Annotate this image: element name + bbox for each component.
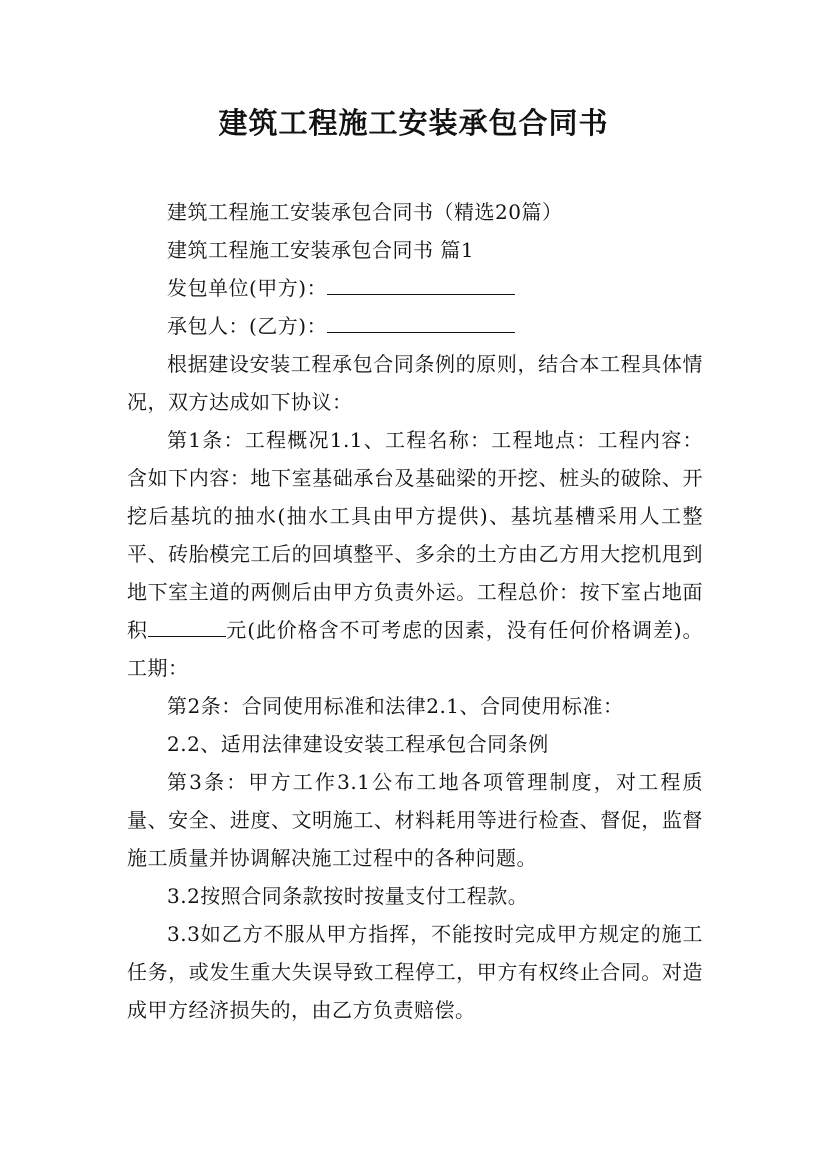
document-body [127, 193, 703, 1029]
price-blank [148, 614, 226, 637]
paragraph-preamble: 根据建设安装工程承包合同条例的原则，结合本工程具体情况，双方达成如下协议： [127, 352, 703, 414]
paragraph-collection-title: 建筑工程施工安装承包合同书（精选20篇） [167, 200, 563, 224]
paragraph-article-2-2: 2.2、适用法律建设安装工程承包合同条例 [167, 732, 549, 756]
paragraph-article-3-3: 3.3如乙方不服从甲方指挥，不能按时完成甲方规定的施工任务，或发生重大失误导致工程停工，甲方有权终止合同。对造成甲方经济损失的，由乙方负责赔偿。 [127, 922, 703, 1022]
document-title: 建筑工程施工安装承包合同书 [218, 106, 609, 140]
party-a-blank [327, 272, 515, 295]
paragraph-article-3-2: 3.2按照合同条款按时按量支付工程款。 [167, 884, 529, 908]
paragraph-article-2: 第2条：合同使用标准和法律2.1、合同使用标准： [167, 694, 624, 718]
paragraph-party-b [127, 307, 703, 345]
party-b-blank [327, 310, 515, 333]
article-1-text-continued: 元(此价格含不可考虑的因素，没有任何价格调差)。工期： [127, 618, 704, 680]
party-b-label: 承包人：(乙方)： [167, 314, 328, 338]
party-a-label: 发包单位(甲方)： [167, 276, 328, 300]
paragraph-article-1 [127, 421, 703, 687]
paragraph-party-a [127, 269, 703, 307]
paragraph-article-3: 第3条：甲方工作3.1公布工地各项管理制度，对工程质量、安全、进度、文明施工、材料耗用等进行检查、督促，监督施工质量并协调解决施工过程中的各种问题。 [127, 770, 703, 870]
article-1-text: 第1条：工程概况1.1、工程名称：工程地点：工程内容：含如下内容：地下室基础承台及基础梁的开挖、桩头的破除、开挖后基坑的抽水(抽水工具由甲方提供)、基坑基槽采用人工整平、砖胎模完工后的回填整平、多余的土方由乙方用大挖机甩到地下室主道的两侧后由甲方负责外运。工程总价：按下室占地面积 [127, 428, 703, 642]
paragraph-part-heading: 建筑工程施工安装承包合同书 篇1 [167, 238, 475, 262]
